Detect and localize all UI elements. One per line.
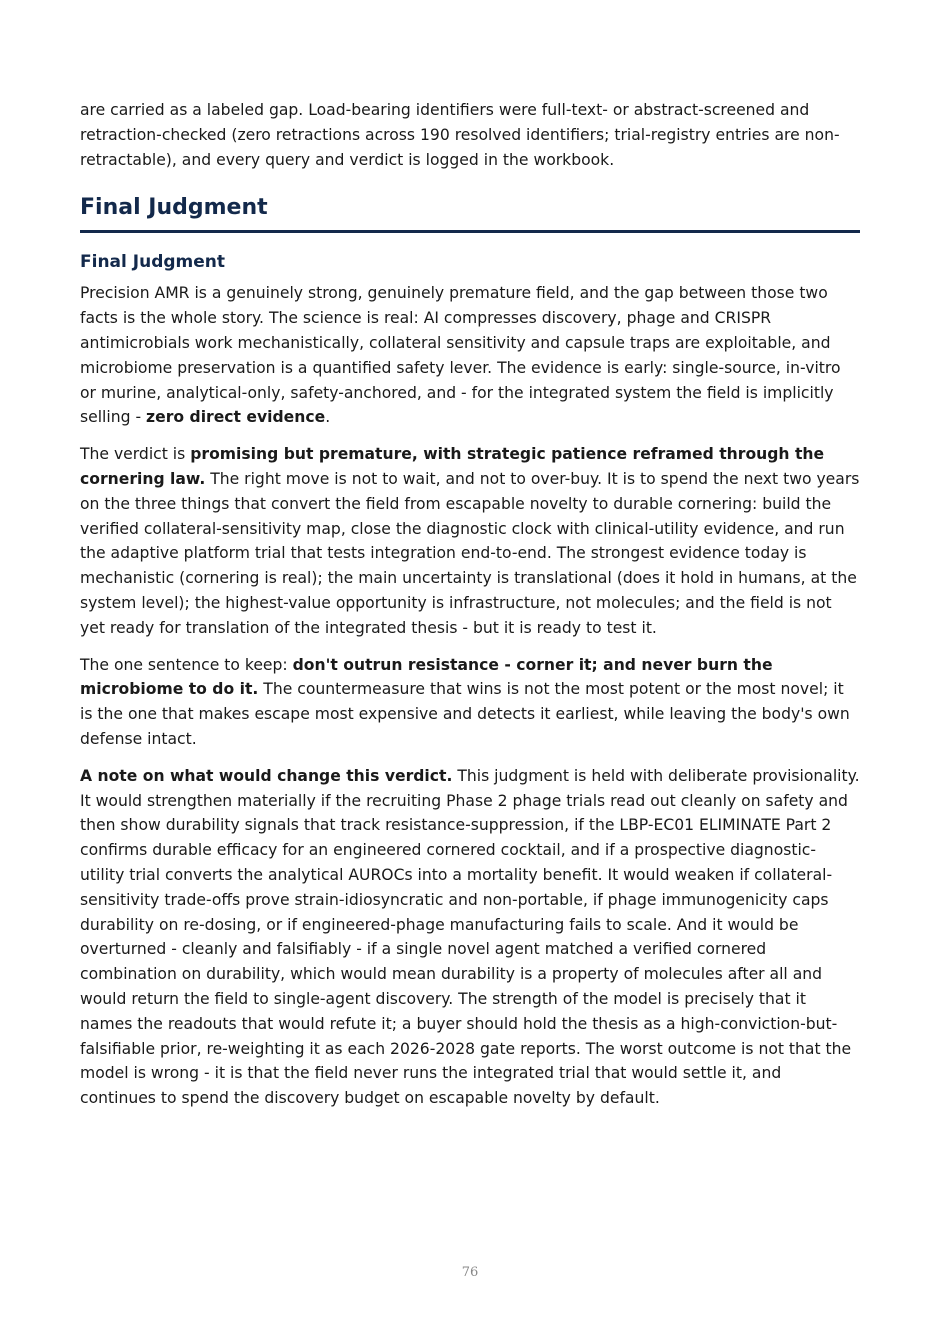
subsection-heading: Final Judgment — [80, 252, 225, 273]
paragraph-start: The verdict is — [80, 445, 191, 464]
paragraph-change-note — [80, 764, 860, 1111]
page-number: 76 — [461, 1265, 479, 1280]
bold-phrase: zero direct evidence — [146, 408, 326, 427]
paragraph-summary — [80, 281, 860, 430]
paragraph-verdict — [80, 442, 860, 640]
paragraph-end: . — [325, 408, 331, 427]
page-content — [80, 98, 860, 1123]
section-heading: Final Judgment — [80, 194, 860, 233]
bold-phrase: A note on what would change this verdict. — [80, 766, 453, 785]
paragraph-text: Precision AMR is a genuinely strong, genuinely premature field, and the gap between those two facts is the whole story. The science is real: AI compresses discovery, phage and CRISPR antimicrobials work mechanistically, collateral sensitivity and capsule traps are exploitable, and microbiome preservation is a quantified safety lever. The evidence is early: single-source, in-vitro or murine, analytical-only, safety-anchored, and - for the integrated system the field is implicitly selling - — [80, 284, 841, 427]
paragraph-text: The right move is not to wait, and not to over-buy. It is to spend the next two years on the three things that convert the field from escapable novelty to durable cornering: build the verified collateral-sensitivity map, close the diagnostic clock with clinical-utility evidence, and run the adaptive platform trial that tests integration end-to-end. The strongest evidence today is mechanistic (cornering is real); the main uncertainty is translational (does it hold in humans, at the system level); the highest-value opportunity is infrastructure, not molecules; and the field is not yet ready for translation of the integrated thesis - but it is ready to test it. — [80, 469, 860, 637]
paragraph-start: The one sentence to keep: — [80, 655, 293, 674]
bold-phrase: promising but premature, with strategic patience reframed through the cornering law. — [80, 445, 825, 488]
paragraph-text: The countermeasure that wins is not the most potent or the most novel; it is the one that makes escape most expensive and detects it earliest, while leaving the body's own defense intact. — [80, 680, 850, 748]
paragraph-key-sentence — [80, 653, 860, 752]
intro-paragraph: are carried as a labeled gap. Load-bearing identifiers were full-text- or abstract-screened and retraction-checked (zero retractions across 190 resolved identifiers; trial-registry entries are non-retractable), and every query and verdict is logged in the workbook. — [80, 101, 840, 169]
paragraph-text: This judgment is held with deliberate provisionality. It would strengthen materially if the recruiting Phase 2 phage trials read out cleanly on safety and then show durability signals that track resistance-suppression, if the LBP-EC01 ELIMINATE Part 2 confirms durable efficacy for an engineered cornered cocktail, and if a prospective diagnostic-utility trial converts the analytical AUROCs into a mortality benefit. It would weaken if collateral-sensitivity trade-offs prove strain-idiosyncratic and non-portable, if phage immunogenicity caps durability on re-dosing, or if engineered-phage manufacturing fails to scale. And it would be overturned - cleanly and falsifiably - if a single novel agent matched a verified cornered combination on durability, which would mean durability is a property of molecules after all and would return the field to single-agent discovery. The strength of the model is precisely that it names the readouts that would refute it; a buyer should hold the thesis as a high-conviction-but-falsifiable prior, re-weighting it as each 2026-2028 gate reports. The worst outcome is not that the model is wrong - it is that the field never runs the integrated trial that would settle it, and continues to spend the discovery budget on escapable novelty by default. — [80, 766, 860, 1108]
bold-phrase: don't outrun resistance - corner it; and never burn the microbiome to do it. — [80, 655, 773, 699]
